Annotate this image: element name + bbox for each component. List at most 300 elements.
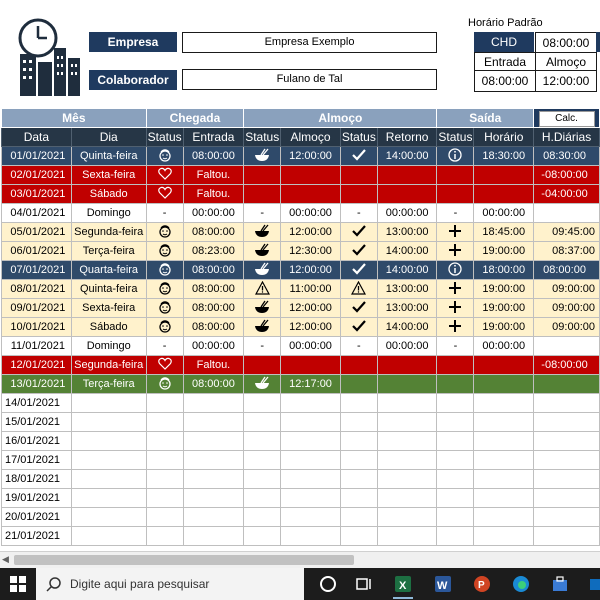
weekday-cell[interactable]: Terça-feira — [71, 242, 146, 261]
almoco-status-cell[interactable] — [244, 527, 281, 546]
horario-cell[interactable] — [474, 451, 534, 470]
horario-cell[interactable] — [474, 527, 534, 546]
weekday-cell[interactable]: Segunda-feira — [71, 356, 146, 375]
almoco-cell[interactable] — [281, 432, 341, 451]
chegada-status-cell[interactable]: - — [146, 204, 183, 223]
almoco-status-cell[interactable] — [244, 242, 281, 261]
entrada-cell[interactable] — [183, 413, 244, 432]
retorno-cell[interactable]: 14:00:00 — [377, 261, 437, 280]
plus-icon — [448, 319, 462, 336]
chd-label: CHD — [474, 32, 534, 52]
checkmark-icon — [352, 319, 366, 336]
saida-status-cell[interactable] — [437, 527, 474, 546]
retorno-cell[interactable] — [377, 185, 437, 204]
almoco-status-cell[interactable] — [244, 185, 281, 204]
horario-cell[interactable] — [474, 394, 534, 413]
retorno-status-cell[interactable]: - — [340, 337, 377, 356]
horario-cell[interactable]: 19:00:00 — [474, 280, 534, 299]
almoco-status-cell[interactable] — [244, 451, 281, 470]
entrada-label: Entrada — [474, 52, 536, 72]
table-row — [2, 451, 600, 470]
checkmark-icon — [352, 224, 366, 241]
date-cell[interactable]: 18/01/2021 — [2, 470, 72, 489]
date-cell[interactable]: 20/01/2021 — [2, 508, 72, 527]
retorno-cell[interactable] — [377, 413, 437, 432]
table-row — [2, 318, 600, 337]
retorno-status-cell[interactable] — [340, 166, 377, 185]
weekday-cell[interactable]: Domingo — [71, 337, 146, 356]
entrada-cell[interactable] — [183, 432, 244, 451]
weekday-cell[interactable]: Domingo — [71, 204, 146, 223]
almoco-cell[interactable] — [281, 508, 341, 527]
checkmark-icon — [352, 300, 366, 317]
entrada-cell[interactable]: 08:00:00 — [183, 147, 244, 166]
retorno-cell[interactable]: 14:00:00 — [377, 242, 437, 261]
horas-diarias-cell[interactable] — [534, 527, 600, 546]
horas-diarias-cell[interactable] — [534, 394, 600, 413]
almoco-status-cell[interactable] — [244, 318, 281, 337]
chegada-status-cell[interactable] — [146, 489, 183, 508]
retorno-cell[interactable] — [377, 375, 437, 394]
retorno-status-cell[interactable] — [340, 375, 377, 394]
horas-diarias-cell[interactable]: 08:30:00 — [534, 147, 600, 166]
table-row — [2, 147, 600, 166]
almoco-cell[interactable] — [281, 451, 341, 470]
retorno-cell[interactable] — [377, 527, 437, 546]
plus-icon — [448, 243, 462, 260]
task-view-icon[interactable] — [354, 574, 374, 594]
empresa-field[interactable]: Empresa Exemplo — [182, 32, 437, 53]
group-almoco: Almoço — [244, 109, 437, 128]
almoco-status-cell[interactable] — [244, 470, 281, 489]
almoco-cell[interactable]: 12:00:00 — [281, 147, 341, 166]
entrada-cell[interactable]: Faltou. — [183, 166, 244, 185]
almoco-status-cell[interactable]: - — [244, 204, 281, 223]
table-row — [2, 204, 600, 223]
weekday-cell[interactable]: Sábado — [71, 185, 146, 204]
horario-cell[interactable]: 00:00:00 — [474, 337, 534, 356]
weekday-cell[interactable] — [71, 451, 146, 470]
date-cell[interactable]: 09/01/2021 — [2, 299, 72, 318]
date-cell[interactable]: 19/01/2021 — [2, 489, 72, 508]
horas-diarias-cell[interactable]: 09:00:00 — [534, 299, 600, 318]
mail-icon[interactable] — [588, 574, 600, 594]
horas-diarias-cell[interactable]: -08:00:00 — [534, 356, 600, 375]
chegada-status-cell[interactable] — [146, 299, 183, 318]
retorno-status-cell[interactable]: - — [340, 204, 377, 223]
saida-status-cell[interactable] — [437, 280, 474, 299]
retorno-status-cell[interactable] — [340, 451, 377, 470]
column-header-row — [2, 128, 600, 147]
almoco-status-cell[interactable] — [244, 394, 281, 413]
almoco-cell[interactable]: 12:00:00 — [281, 299, 341, 318]
retorno-status-cell[interactable] — [340, 432, 377, 451]
horas-diarias-cell[interactable] — [534, 337, 600, 356]
almoco-cell[interactable] — [281, 527, 341, 546]
chegada-status-cell[interactable] — [146, 413, 183, 432]
chegada-status-cell[interactable] — [146, 527, 183, 546]
entrada-cell[interactable]: Faltou. — [183, 185, 244, 204]
horario-cell[interactable] — [474, 413, 534, 432]
almoco-status-cell[interactable] — [244, 261, 281, 280]
horas-diarias-cell[interactable]: 08:37:00 — [534, 242, 600, 261]
entrada-cell[interactable]: 08:00:00 — [183, 318, 244, 337]
almoco-status-cell[interactable] — [244, 508, 281, 527]
saida-status-cell[interactable]: - — [437, 337, 474, 356]
heart-icon — [158, 167, 172, 183]
saida-status-cell[interactable] — [437, 261, 474, 280]
table-row — [2, 470, 600, 489]
cortana-icon[interactable] — [318, 574, 338, 594]
smiley-face-icon — [158, 148, 172, 165]
almoco-status-cell[interactable] — [244, 223, 281, 242]
windows-start-icon[interactable] — [10, 576, 26, 592]
almoco-status-cell[interactable] — [244, 166, 281, 185]
almoco-cell[interactable] — [281, 470, 341, 489]
horario-cell[interactable]: 18:30:00 — [474, 147, 534, 166]
almoco-status-cell[interactable] — [244, 299, 281, 318]
retorno-status-cell[interactable] — [340, 356, 377, 375]
date-cell[interactable]: 06/01/2021 — [2, 242, 72, 261]
horas-diarias-cell[interactable]: 09:45:00 — [534, 223, 600, 242]
retorno-status-cell[interactable] — [340, 318, 377, 337]
date-cell[interactable]: 12/01/2021 — [2, 356, 72, 375]
retorno-status-cell[interactable] — [340, 261, 377, 280]
search-placeholder: Digite aqui para pesquisar — [70, 577, 210, 591]
retorno-cell[interactable] — [377, 166, 437, 185]
horas-diarias-cell[interactable] — [534, 508, 600, 527]
weekday-cell[interactable]: Terça-feira — [71, 375, 146, 394]
horas-diarias-cell[interactable]: -04:00:00 — [534, 185, 600, 204]
info-circle-icon — [448, 262, 462, 279]
retorno-cell[interactable]: 00:00:00 — [377, 204, 437, 223]
date-cell[interactable]: 10/01/2021 — [2, 318, 72, 337]
horario-cell[interactable] — [474, 375, 534, 394]
date-cell[interactable]: 08/01/2021 — [2, 280, 72, 299]
retorno-cell[interactable]: 13:00:00 — [377, 280, 437, 299]
table-row — [2, 356, 600, 375]
group-chegada: Chegada — [146, 109, 244, 128]
almoco-status-cell[interactable] — [244, 147, 281, 166]
word-icon[interactable] — [433, 574, 453, 594]
almoco-cell[interactable]: 12:30:00 — [281, 242, 341, 261]
timesheet-table — [1, 108, 600, 546]
horas-diarias-cell[interactable]: 09:00:00 — [534, 280, 600, 299]
table-row — [2, 394, 600, 413]
horario-cell[interactable] — [474, 432, 534, 451]
chegada-status-cell[interactable] — [146, 318, 183, 337]
edge-icon[interactable] — [511, 574, 531, 594]
table-row — [2, 261, 600, 280]
almoco-label: Almoço — [535, 52, 597, 72]
horario-cell[interactable]: 19:00:00 — [474, 318, 534, 337]
saida-status-cell[interactable] — [437, 223, 474, 242]
almoco-status-cell[interactable]: - — [244, 337, 281, 356]
entrada-cell[interactable]: 08:23:00 — [183, 242, 244, 261]
almoco-status-cell[interactable] — [244, 280, 281, 299]
entrada-cell[interactable] — [183, 470, 244, 489]
chegada-status-cell[interactable] — [146, 375, 183, 394]
almoco-cell[interactable] — [281, 489, 341, 508]
saida-status-cell[interactable] — [437, 375, 474, 394]
saida-status-cell[interactable]: - — [437, 204, 474, 223]
almoco-cell[interactable]: 11:00:00 — [281, 280, 341, 299]
retorno-cell[interactable]: 14:00:00 — [377, 147, 437, 166]
chegada-status-cell[interactable] — [146, 242, 183, 261]
horario-cell[interactable] — [474, 470, 534, 489]
horizontal-scrollbar[interactable] — [0, 551, 600, 569]
saida-status-cell[interactable] — [437, 185, 474, 204]
entrada-cell[interactable] — [183, 394, 244, 413]
date-cell[interactable]: 05/01/2021 — [2, 223, 72, 242]
weekday-cell[interactable] — [71, 394, 146, 413]
entrada-cell[interactable]: Faltou. — [183, 356, 244, 375]
weekday-cell[interactable] — [71, 527, 146, 546]
weekday-cell[interactable] — [71, 508, 146, 527]
saida-status-cell[interactable] — [437, 394, 474, 413]
retorno-status-cell[interactable] — [340, 280, 377, 299]
saida-status-cell[interactable] — [437, 166, 474, 185]
store-icon[interactable] — [550, 574, 570, 594]
weekday-cell[interactable] — [71, 470, 146, 489]
almoco-status-cell[interactable] — [244, 489, 281, 508]
horario-cell[interactable]: 00:00:00 — [474, 204, 534, 223]
saida-status-cell[interactable] — [437, 299, 474, 318]
weekday-cell[interactable]: Sábado — [71, 318, 146, 337]
chegada-status-cell[interactable] — [146, 432, 183, 451]
entrada-cell[interactable] — [183, 508, 244, 527]
almoco-cell[interactable]: 00:00:00 — [281, 337, 341, 356]
group-saida: Saída — [437, 109, 534, 128]
entrada-cell[interactable] — [183, 451, 244, 470]
weekday-cell[interactable] — [71, 432, 146, 451]
weekday-cell[interactable]: Sexta-feira — [71, 166, 146, 185]
weekday-cell[interactable] — [71, 489, 146, 508]
chegada-status-cell[interactable] — [146, 280, 183, 299]
horario-cell[interactable] — [474, 166, 534, 185]
horas-diarias-cell[interactable]: 08:00:00 — [534, 261, 600, 280]
retorno-cell[interactable] — [377, 508, 437, 527]
entrada-cell[interactable]: 00:00:00 — [183, 204, 244, 223]
almoco-cell[interactable] — [281, 185, 341, 204]
date-cell[interactable]: 04/01/2021 — [2, 204, 72, 223]
entrada-cell[interactable] — [183, 527, 244, 546]
date-cell[interactable]: 13/01/2021 — [2, 375, 72, 394]
chegada-status-cell[interactable] — [146, 147, 183, 166]
retorno-cell[interactable]: 13:00:00 — [377, 299, 437, 318]
entrada-cell[interactable]: 00:00:00 — [183, 337, 244, 356]
entrada-cell[interactable] — [183, 489, 244, 508]
colaborador-field[interactable]: Fulano de Tal — [182, 69, 437, 90]
retorno-cell[interactable]: 14:00:00 — [377, 318, 437, 337]
sheet-header — [0, 0, 600, 108]
table-row — [2, 299, 600, 318]
almoco-cell[interactable] — [281, 356, 341, 375]
empresa-label: Empresa — [89, 32, 177, 52]
horario-cell[interactable]: 19:00:00 — [474, 299, 534, 318]
building-clock-logo-icon — [14, 18, 84, 98]
almoco-status-cell[interactable] — [244, 356, 281, 375]
horario-cell[interactable]: 19:00:00 — [474, 242, 534, 261]
chegada-status-cell[interactable] — [146, 451, 183, 470]
weekday-cell[interactable]: Quarta-feira — [71, 261, 146, 280]
horas-diarias-cell[interactable] — [534, 375, 600, 394]
chegada-status-cell[interactable] — [146, 185, 183, 204]
date-cell[interactable]: 01/01/2021 — [2, 147, 72, 166]
date-cell[interactable]: 11/01/2021 — [2, 337, 72, 356]
almoco-cell[interactable]: 12:17:00 — [281, 375, 341, 394]
entrada-cell[interactable]: 08:00:00 — [183, 280, 244, 299]
horas-diarias-cell[interactable] — [534, 489, 600, 508]
col-entrada-header: Entrada — [183, 128, 244, 147]
smiley-face-icon — [158, 319, 172, 336]
retorno-cell[interactable] — [377, 489, 437, 508]
col-retorno-header: Retorno — [377, 128, 437, 147]
retorno-cell[interactable]: 13:00:00 — [377, 223, 437, 242]
chd-value[interactable]: 08:00:00 — [535, 32, 597, 54]
table-row — [2, 166, 600, 185]
saida-status-cell[interactable] — [437, 451, 474, 470]
date-cell[interactable]: 21/01/2021 — [2, 527, 72, 546]
weekday-cell[interactable]: Quinta-feira — [71, 280, 146, 299]
entrada-cell[interactable]: 08:00:00 — [183, 261, 244, 280]
retorno-status-cell[interactable] — [340, 242, 377, 261]
retorno-status-cell[interactable] — [340, 185, 377, 204]
horas-diarias-cell[interactable]: -08:00:00 — [534, 166, 600, 185]
horas-diarias-cell[interactable] — [534, 451, 600, 470]
saida-status-cell[interactable] — [437, 470, 474, 489]
entrada-cell[interactable]: 08:00:00 — [183, 223, 244, 242]
smiley-face-icon — [158, 243, 172, 260]
saida-status-cell[interactable] — [437, 242, 474, 261]
saida-status-cell[interactable] — [437, 147, 474, 166]
table-row — [2, 413, 600, 432]
horas-diarias-cell[interactable] — [534, 470, 600, 489]
horas-diarias-cell[interactable] — [534, 432, 600, 451]
saida-status-cell[interactable] — [437, 432, 474, 451]
plus-icon — [448, 300, 462, 317]
chegada-status-cell[interactable] — [146, 166, 183, 185]
col-data-header: Data — [2, 128, 72, 147]
saida-status-cell[interactable] — [437, 318, 474, 337]
retorno-status-cell[interactable] — [340, 394, 377, 413]
scroll-left-arrow-icon[interactable]: ◀ — [2, 554, 9, 564]
retorno-cell[interactable] — [377, 470, 437, 489]
saida-status-cell[interactable] — [437, 508, 474, 527]
date-cell[interactable]: 02/01/2021 — [2, 166, 72, 185]
retorno-cell[interactable] — [377, 451, 437, 470]
horas-diarias-cell[interactable] — [534, 413, 600, 432]
date-cell[interactable]: 07/01/2021 — [2, 261, 72, 280]
table-row — [2, 432, 600, 451]
almoco-cell[interactable] — [281, 394, 341, 413]
saida-status-cell[interactable] — [437, 356, 474, 375]
almoco-cell[interactable]: 12:00:00 — [281, 318, 341, 337]
retorno-cell[interactable] — [377, 356, 437, 375]
chegada-status-cell[interactable] — [146, 261, 183, 280]
powerpoint-icon[interactable] — [472, 574, 492, 594]
excel-icon[interactable] — [393, 574, 413, 594]
retorno-status-cell[interactable] — [340, 147, 377, 166]
retorno-cell[interactable] — [377, 432, 437, 451]
retorno-status-cell[interactable] — [340, 223, 377, 242]
almoco-status-cell[interactable] — [244, 375, 281, 394]
almoco-cell[interactable]: 00:00:00 — [281, 204, 341, 223]
almoco-status-cell[interactable] — [244, 432, 281, 451]
table-row — [2, 527, 600, 546]
table-row — [2, 280, 600, 299]
almoco-cell[interactable] — [281, 413, 341, 432]
almoco-value[interactable]: 12:00:00 — [535, 70, 597, 92]
horario-cell[interactable]: 18:00:00 — [474, 261, 534, 280]
weekday-cell[interactable]: Segunda-feira — [71, 223, 146, 242]
date-cell[interactable]: 03/01/2021 — [2, 185, 72, 204]
almoco-cell[interactable]: 12:00:00 — [281, 223, 341, 242]
date-cell[interactable]: 14/01/2021 — [2, 394, 72, 413]
retorno-cell[interactable] — [377, 394, 437, 413]
chegada-status-cell[interactable] — [146, 223, 183, 242]
col-status-chegada-header: Status — [146, 128, 183, 147]
retorno-status-cell[interactable] — [340, 470, 377, 489]
retorno-cell[interactable]: 00:00:00 — [377, 337, 437, 356]
warning-triangle-icon — [255, 281, 270, 298]
weekday-cell[interactable] — [71, 413, 146, 432]
taskbar-search-box[interactable] — [36, 568, 304, 600]
calc-button[interactable]: Calc. — [539, 111, 595, 127]
svg-text:W: W — [437, 580, 448, 592]
retorno-status-cell[interactable] — [340, 413, 377, 432]
date-cell[interactable]: 17/01/2021 — [2, 451, 72, 470]
almoco-cell[interactable]: 12:00:00 — [281, 261, 341, 280]
retorno-status-cell[interactable] — [340, 299, 377, 318]
horas-diarias-cell[interactable]: 09:00:00 — [534, 318, 600, 337]
table-row — [2, 223, 600, 242]
chegada-status-cell[interactable]: - — [146, 337, 183, 356]
meal-bowl-icon — [254, 300, 270, 317]
smiley-face-icon — [158, 376, 172, 393]
weekday-cell[interactable]: Sexta-feira — [71, 299, 146, 318]
chegada-status-cell[interactable] — [146, 394, 183, 413]
saida-status-cell[interactable] — [437, 489, 474, 508]
horas-diarias-cell[interactable] — [534, 204, 600, 223]
date-cell[interactable]: 16/01/2021 — [2, 432, 72, 451]
chegada-status-cell[interactable] — [146, 356, 183, 375]
chegada-status-cell[interactable] — [146, 508, 183, 527]
retorno-status-cell[interactable] — [340, 527, 377, 546]
retorno-status-cell[interactable] — [340, 508, 377, 527]
horario-cell[interactable] — [474, 508, 534, 527]
scrollbar-thumb[interactable] — [14, 555, 354, 565]
horario-cell[interactable] — [474, 185, 534, 204]
heart-icon — [158, 186, 172, 202]
saida-status-cell[interactable] — [437, 413, 474, 432]
entrada-cell[interactable]: 08:00:00 — [183, 299, 244, 318]
entrada-value[interactable]: 08:00:00 — [474, 70, 536, 92]
weekday-cell[interactable]: Quinta-feira — [71, 147, 146, 166]
meal-bowl-icon — [254, 243, 270, 260]
meal-bowl-icon — [254, 224, 270, 241]
entrada-cell[interactable]: 08:00:00 — [183, 375, 244, 394]
horario-cell[interactable] — [474, 356, 534, 375]
almoco-cell[interactable] — [281, 166, 341, 185]
date-cell[interactable]: 15/01/2021 — [2, 413, 72, 432]
horario-cell[interactable] — [474, 489, 534, 508]
almoco-status-cell[interactable] — [244, 413, 281, 432]
retorno-status-cell[interactable] — [340, 489, 377, 508]
smiley-face-icon — [158, 262, 172, 279]
horario-cell[interactable]: 18:45:00 — [474, 223, 534, 242]
chegada-status-cell[interactable] — [146, 470, 183, 489]
